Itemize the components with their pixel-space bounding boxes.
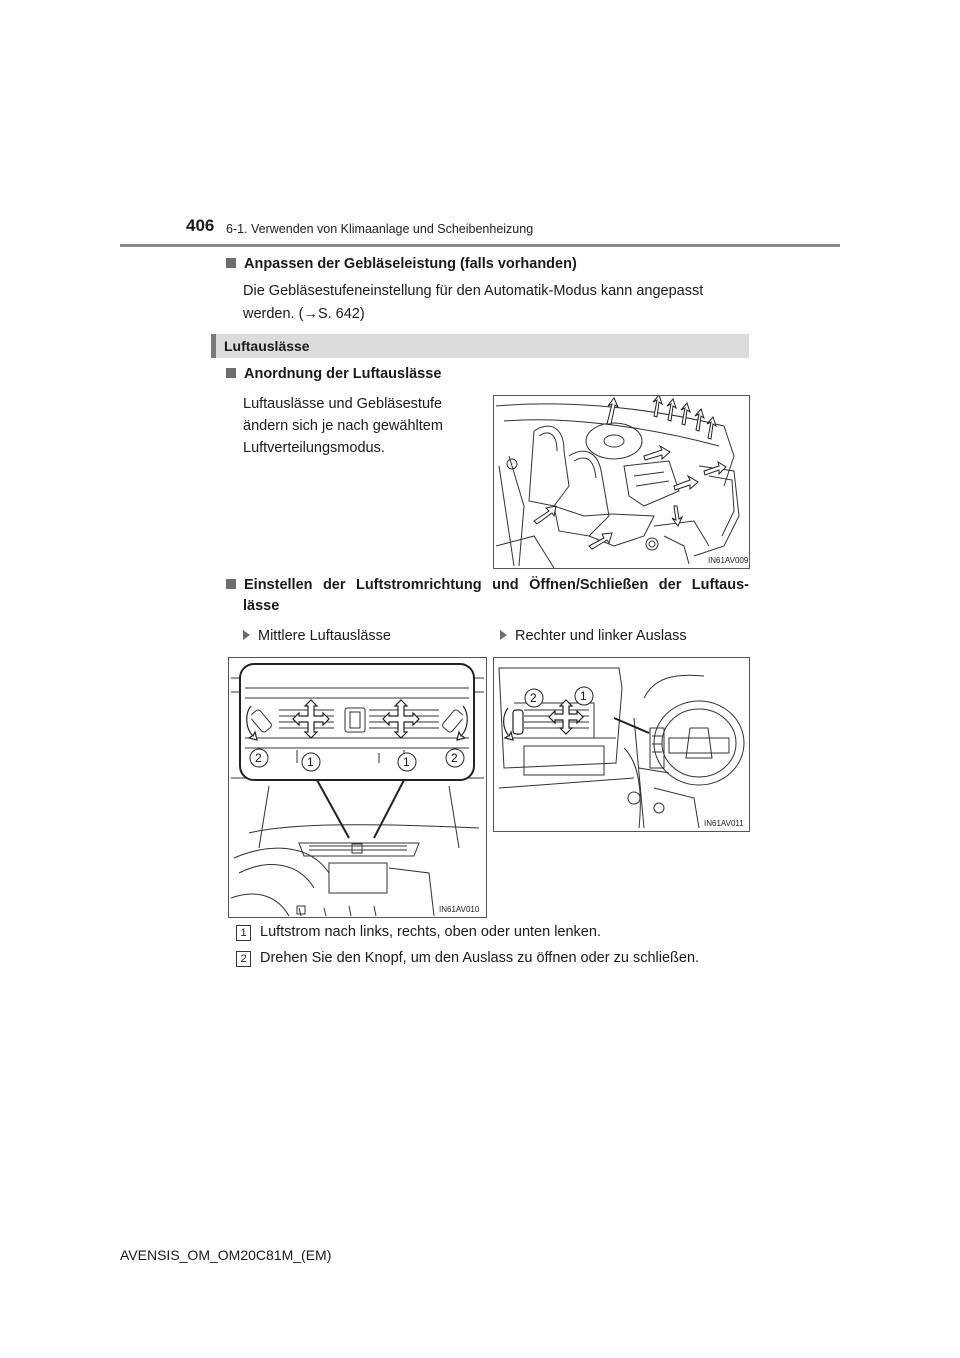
square-bullet-icon (226, 579, 236, 589)
legend (236, 925, 756, 985)
chapter-title: 6-1. Verwenden von Klimaanlage und Scheibenheizung (226, 222, 534, 236)
triangle-bullet-icon (243, 630, 250, 640)
triangle-bullet-icon (500, 630, 507, 640)
arrangement-text-line1: Luftauslässe und Gebläsestufe (243, 396, 443, 412)
legend-number-1: 1 (236, 925, 251, 941)
blower-heading (226, 256, 577, 272)
blower-text-line2: werden. (→S. 642) (243, 306, 365, 322)
blower-text-line1: Die Gebläsestufeneinstellung für den Automatik-Modus kann angepasst (243, 283, 704, 299)
figure-center-vents (228, 657, 487, 918)
arrangement-heading-text: Anordnung der Luftauslässe (244, 366, 442, 382)
page-number: 406 (186, 216, 215, 235)
callout-1-side: 1 (580, 689, 587, 703)
sub-heading-center-vents-text: Mittlere Luftauslässe (258, 628, 391, 644)
legend-text-1: Luftstrom nach links, rechts, oben oder unten lenken. (260, 924, 601, 940)
section-bar (211, 334, 749, 358)
legend-number-2: 2 (236, 951, 251, 967)
callout-2-right: 2 (451, 751, 458, 765)
car-interior-illustration (494, 396, 749, 568)
callout-1-left: 1 (307, 755, 314, 769)
figure-code: IN61AV011 (704, 819, 744, 828)
center-vents-illustration (229, 658, 486, 917)
adjust-heading-line2: lässe (243, 598, 280, 614)
figure-air-outlet-layout (493, 395, 750, 569)
adjust-heading-line1: Einstellen der Luftstromrichtung und Öffnen/Schließen der Luftaus- (244, 577, 749, 593)
header-rule (120, 244, 840, 247)
section-bar-mark (211, 334, 216, 358)
callout-2-side: 2 (530, 691, 537, 705)
footer-code: AVENSIS_OM_OM20C81M_(EM) (120, 1247, 332, 1263)
legend-text-2: Drehen Sie den Knopf, um den Auslass zu öffnen oder zu schließen. (260, 950, 700, 966)
square-bullet-icon (226, 368, 236, 378)
arrangement-text-line3: Luftverteilungsmodus. (243, 440, 385, 456)
callout-2-left: 2 (255, 751, 262, 765)
blower-heading-text: Anpassen der Gebläseleistung (falls vorhanden) (244, 256, 577, 272)
arrangement-heading (226, 366, 441, 382)
callout-1-right: 1 (403, 755, 410, 769)
side-vents-illustration (494, 658, 749, 831)
sub-heading-center-vents (243, 628, 391, 644)
arrangement-text-line2: ändern sich je nach gewähltem (243, 418, 443, 434)
figure-side-vents (493, 657, 750, 832)
figure-code: IN61AV009 (708, 556, 749, 565)
figure-code: IN61AV010 (439, 905, 480, 914)
square-bullet-icon (226, 258, 236, 268)
sub-heading-side-vents-text: Rechter und linker Auslass (515, 628, 687, 644)
adjust-heading (226, 577, 749, 593)
section-title: Luftauslässe (224, 338, 310, 354)
sub-heading-side-vents (500, 628, 687, 644)
